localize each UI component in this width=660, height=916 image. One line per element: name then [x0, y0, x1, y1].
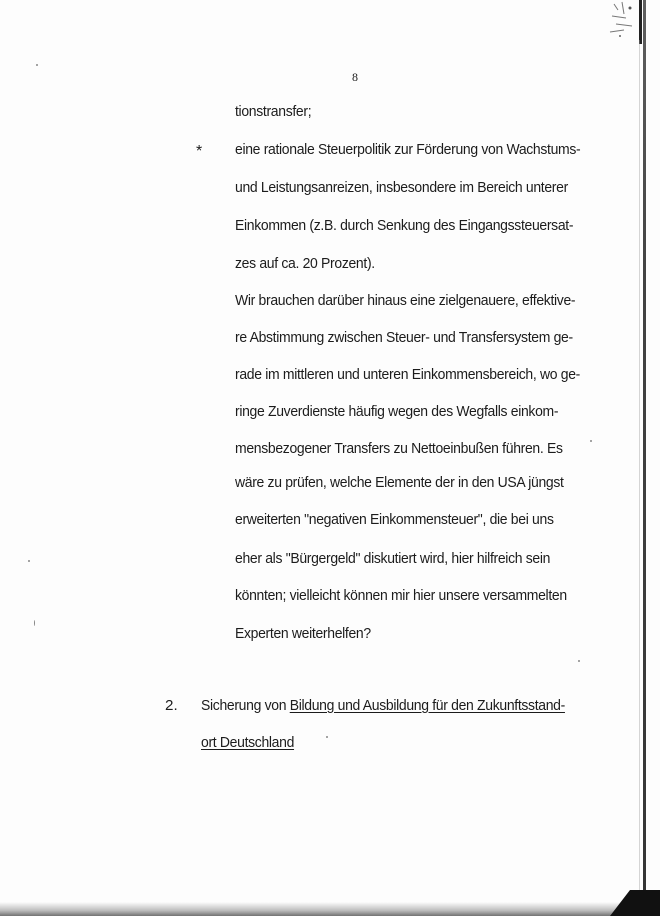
body-line: eher als "Bürgergeld" diskutiert wird, hier hilfreich sein — [235, 550, 551, 567]
body-line: tionstransfer; — [235, 103, 312, 120]
body-line: re Abstimmung zwischen Steuer- und Transfersystem ge- — [235, 329, 573, 346]
section-heading-line-2: ort Deutschland — [201, 734, 295, 751]
section-heading-title: Bildung und Ausbildung für den Zukunftsstand- — [289, 697, 565, 714]
body-line: ringe Zuverdienste häufig wegen des Wegfalls einkom- — [235, 403, 559, 420]
scan-speck — [36, 64, 38, 66]
scan-edge-right — [643, 0, 646, 916]
body-line: Wir brauchen darüber hinaus eine zielgenauere, effektive- — [235, 292, 576, 309]
body-line: rade im mittleren und unteren Einkommensbereich, wo ge- — [235, 366, 580, 383]
body-line: mensbezogener Transfers zu Nettoeinbußen führen. Es — [235, 440, 563, 457]
body-line: könnten; vielleicht können mir hier unsere versammelten — [235, 587, 567, 604]
scan-speck — [28, 560, 30, 562]
scan-artifact-top-right — [604, 0, 644, 44]
body-line: zes auf ca. 20 Prozent). — [235, 255, 375, 272]
page-number: 8 — [352, 70, 358, 84]
body-line: Einkommen (z.B. durch Senkung des Eingangssteuersat- — [235, 217, 574, 234]
section-number: 2. — [165, 697, 178, 714]
body-line: wäre zu prüfen, welche Elemente der in den USA jüngst — [235, 474, 564, 491]
scan-edge-bottom — [0, 902, 660, 916]
body-line: und Leistungsanreizen, insbesondere im Bereich unterer — [235, 179, 568, 196]
section-heading-prefix: Sicherung von — [201, 697, 290, 714]
scan-speck — [590, 440, 592, 442]
section-heading-line-1 — [201, 697, 565, 714]
scan-speck — [34, 620, 35, 626]
body-line: Experten weiterhelfen? — [235, 625, 371, 642]
bullet-asterisk: * — [196, 143, 203, 160]
scan-edge-line — [639, 40, 640, 900]
scan-speck — [578, 660, 580, 662]
body-line: eine rationale Steuerpolitik zur Förderung von Wachstums- — [235, 141, 581, 158]
body-line: erweiterten "negativen Einkommensteuer", die bei uns — [235, 511, 554, 528]
scan-speck — [326, 736, 328, 738]
